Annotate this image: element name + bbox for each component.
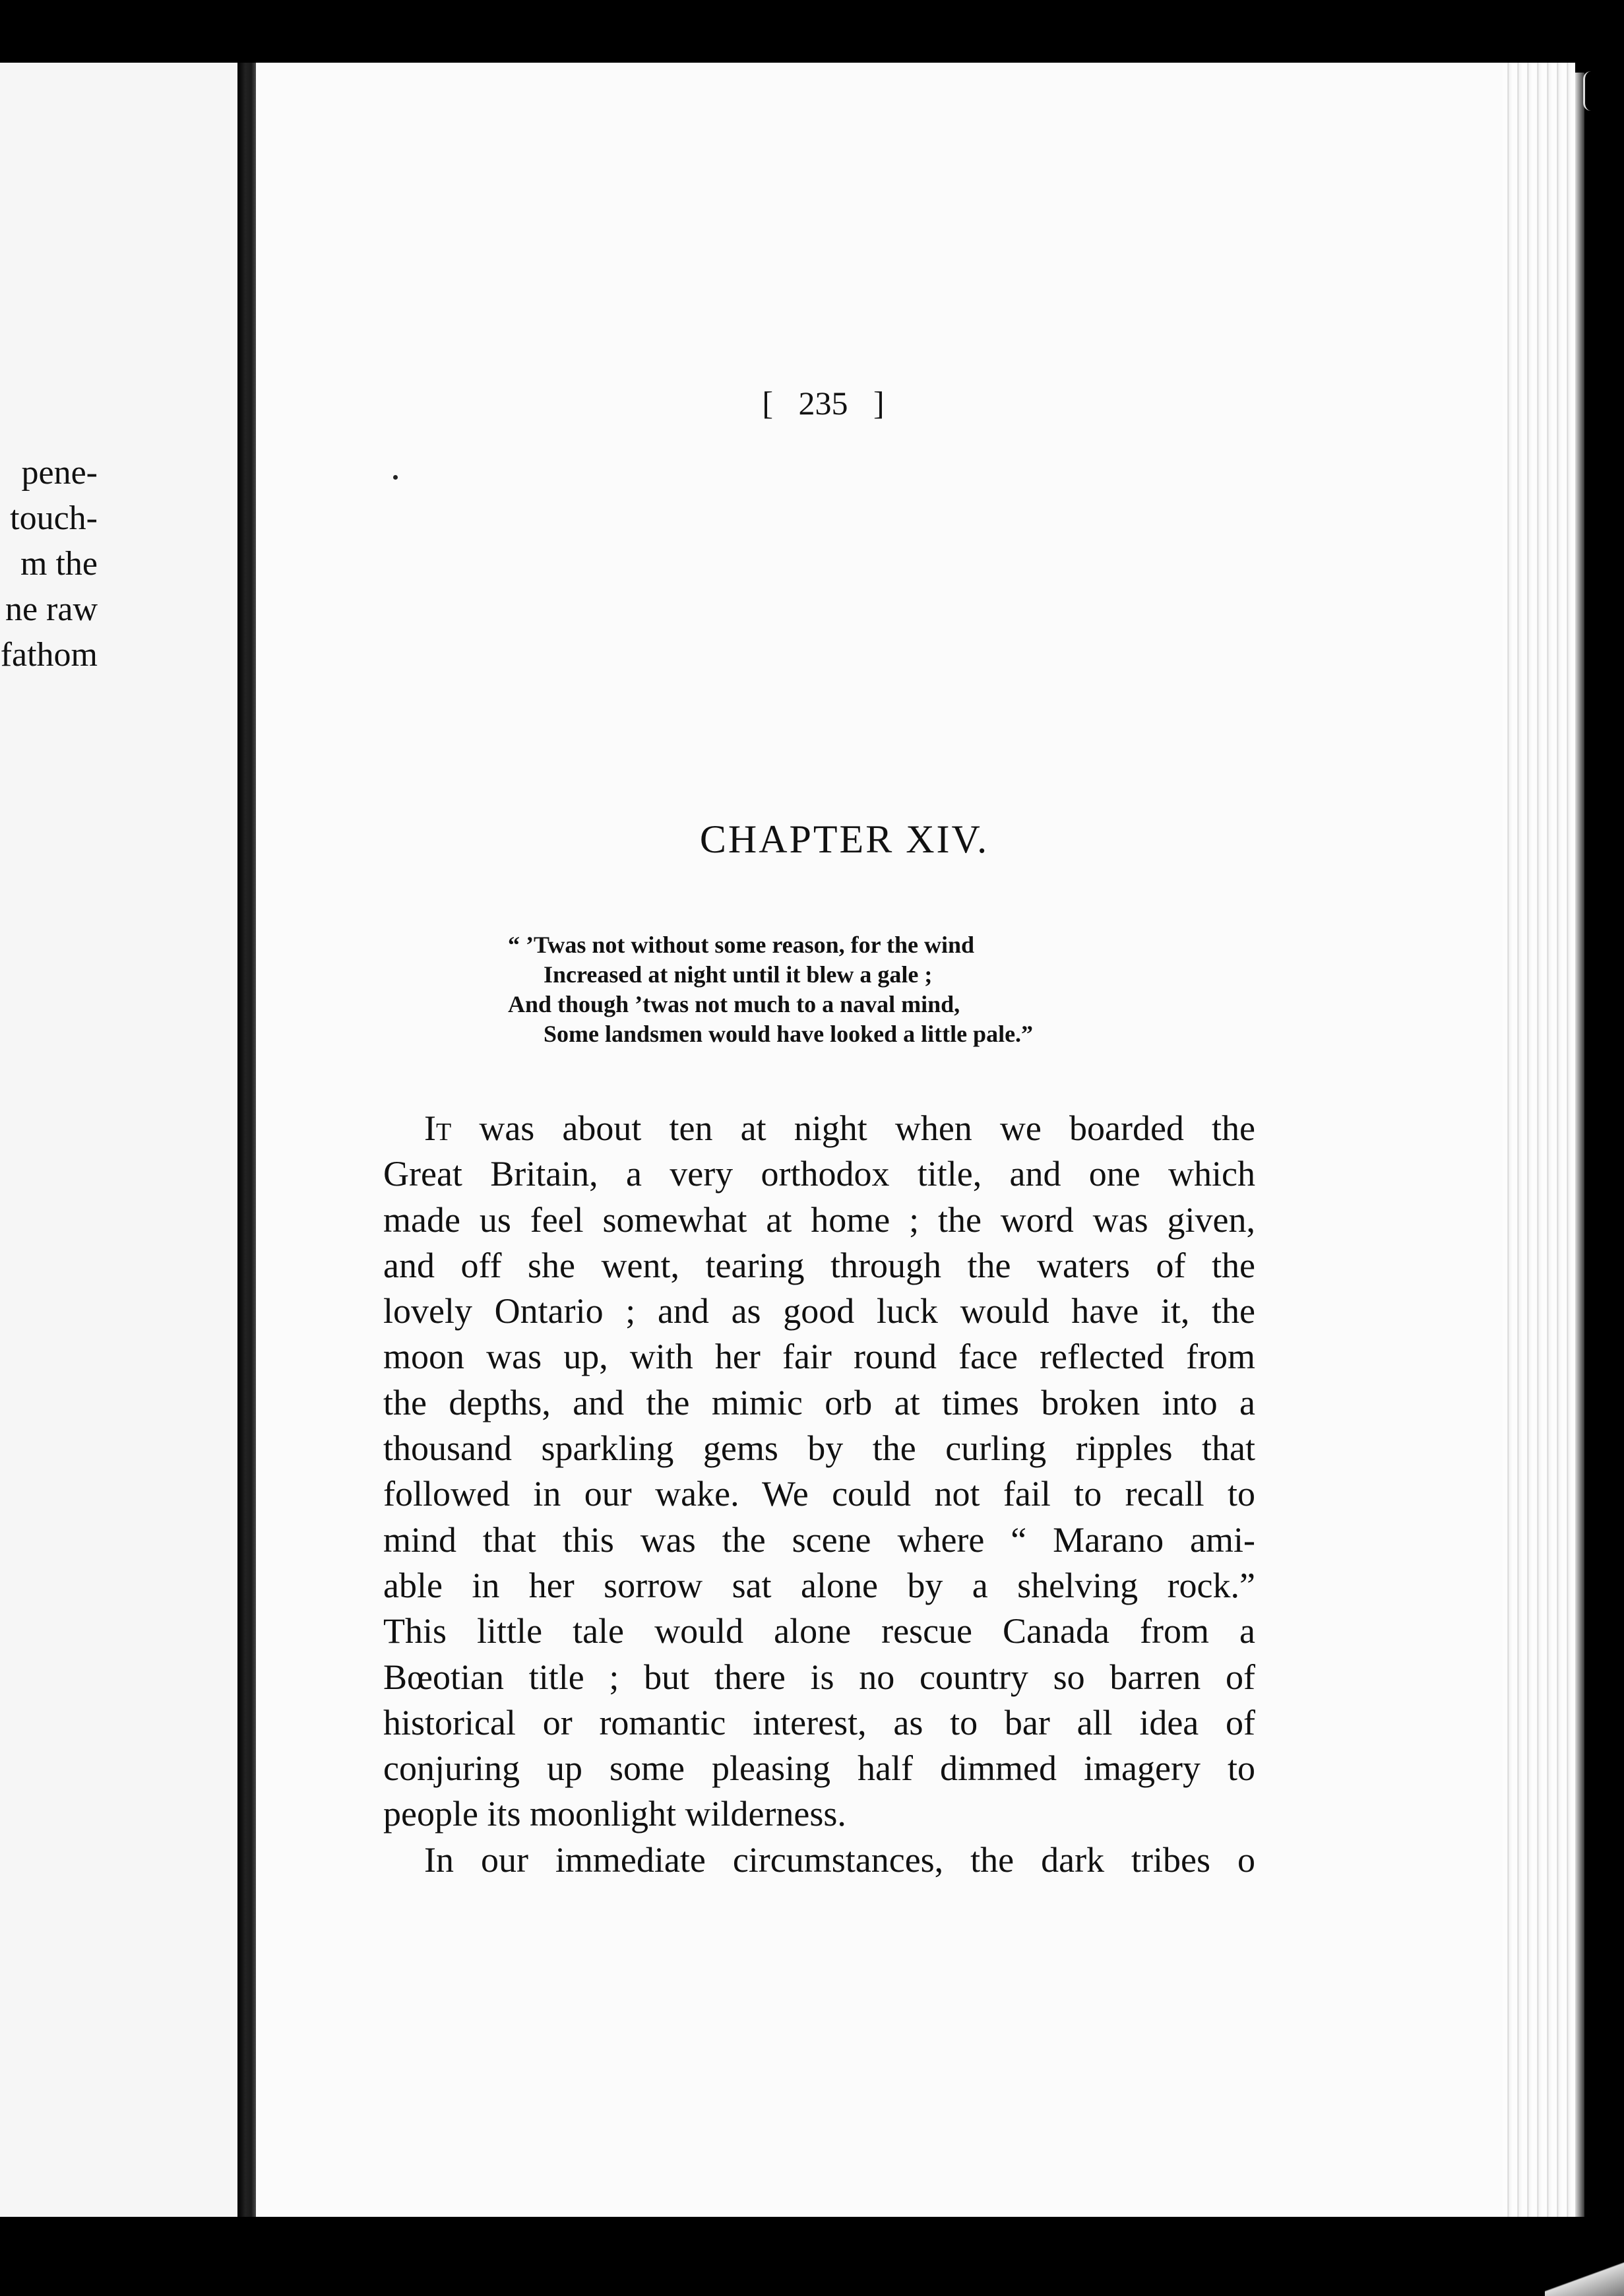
left-page-line: fathom: [0, 636, 98, 674]
left-page-line: ne raw: [5, 590, 98, 628]
body-line: Great Britain, a very orthodox title, and one which: [383, 1154, 1255, 1194]
body-line: able in her sorrow sat alone by a shelving rock.”: [383, 1565, 1255, 1605]
body-line: mind that this was the scene where “ Marano ami-: [383, 1519, 1255, 1560]
body-text: [383, 1106, 1255, 1883]
book-gutter: [237, 63, 257, 2217]
body-line: thousand sparkling gems by the curling ripples that: [383, 1428, 1255, 1469]
body-line: In our immediate circumstances, the dark tribes o: [424, 1839, 1255, 1880]
body-line: the depths, and the mimic orb at times broken into a: [383, 1382, 1255, 1422]
epigraph-line: “ ’Twas not without some reason, for the wind: [508, 932, 975, 958]
body-line: followed in our wake. We could not fail to recall to: [383, 1474, 1255, 1514]
body-line-text: was about ten at night when we boarded the: [479, 1108, 1256, 1148]
body-line: This little tale would alone rescue Canada from a: [383, 1611, 1255, 1651]
body-line: Bœotian title ; but there is no country so barren of: [383, 1657, 1255, 1697]
body-line: moon was up, with her fair round face reflected from: [383, 1337, 1255, 1377]
body-line: people its moonlight wilderness.: [383, 1794, 846, 1834]
body-line: and off she went, tearing through the waters of the: [383, 1245, 1255, 1285]
body-line: lovely Ontario ; and as good luck would have it, the: [383, 1291, 1255, 1331]
body-line: [383, 1106, 1255, 1151]
epigraph-line: Some landsmen would have looked a little pale.”: [544, 1021, 1034, 1047]
chapter-title: CHAPTER XIV.: [699, 817, 989, 861]
cover-curl: [1583, 71, 1592, 111]
page-number: [ 235 ]: [762, 385, 885, 422]
epigraph-line: And though ’twas not much to a naval mind,: [508, 991, 960, 1017]
epigraph: [508, 930, 1168, 1049]
left-page-line: m the: [20, 545, 98, 583]
body-line: conjuring up some pleasing half dimmed imagery to: [383, 1748, 1255, 1789]
body-line: historical or romantic interest, as to bar all idea of: [383, 1702, 1255, 1742]
drop-word: It: [424, 1108, 452, 1148]
epigraph-line: Increased at night until it blew a gale ;: [544, 961, 933, 988]
left-page-line: pene-: [21, 454, 98, 492]
ink-speck: [393, 475, 398, 480]
body-line: made us feel somewhat at home ; the word was given,: [383, 1199, 1255, 1240]
page-corner-shadow: [1545, 2256, 1624, 2296]
left-page: [0, 63, 245, 2217]
left-page-line: touch-: [10, 499, 98, 537]
page-edges-shadow: [1575, 73, 1584, 2217]
page-edges: [1503, 63, 1575, 2217]
